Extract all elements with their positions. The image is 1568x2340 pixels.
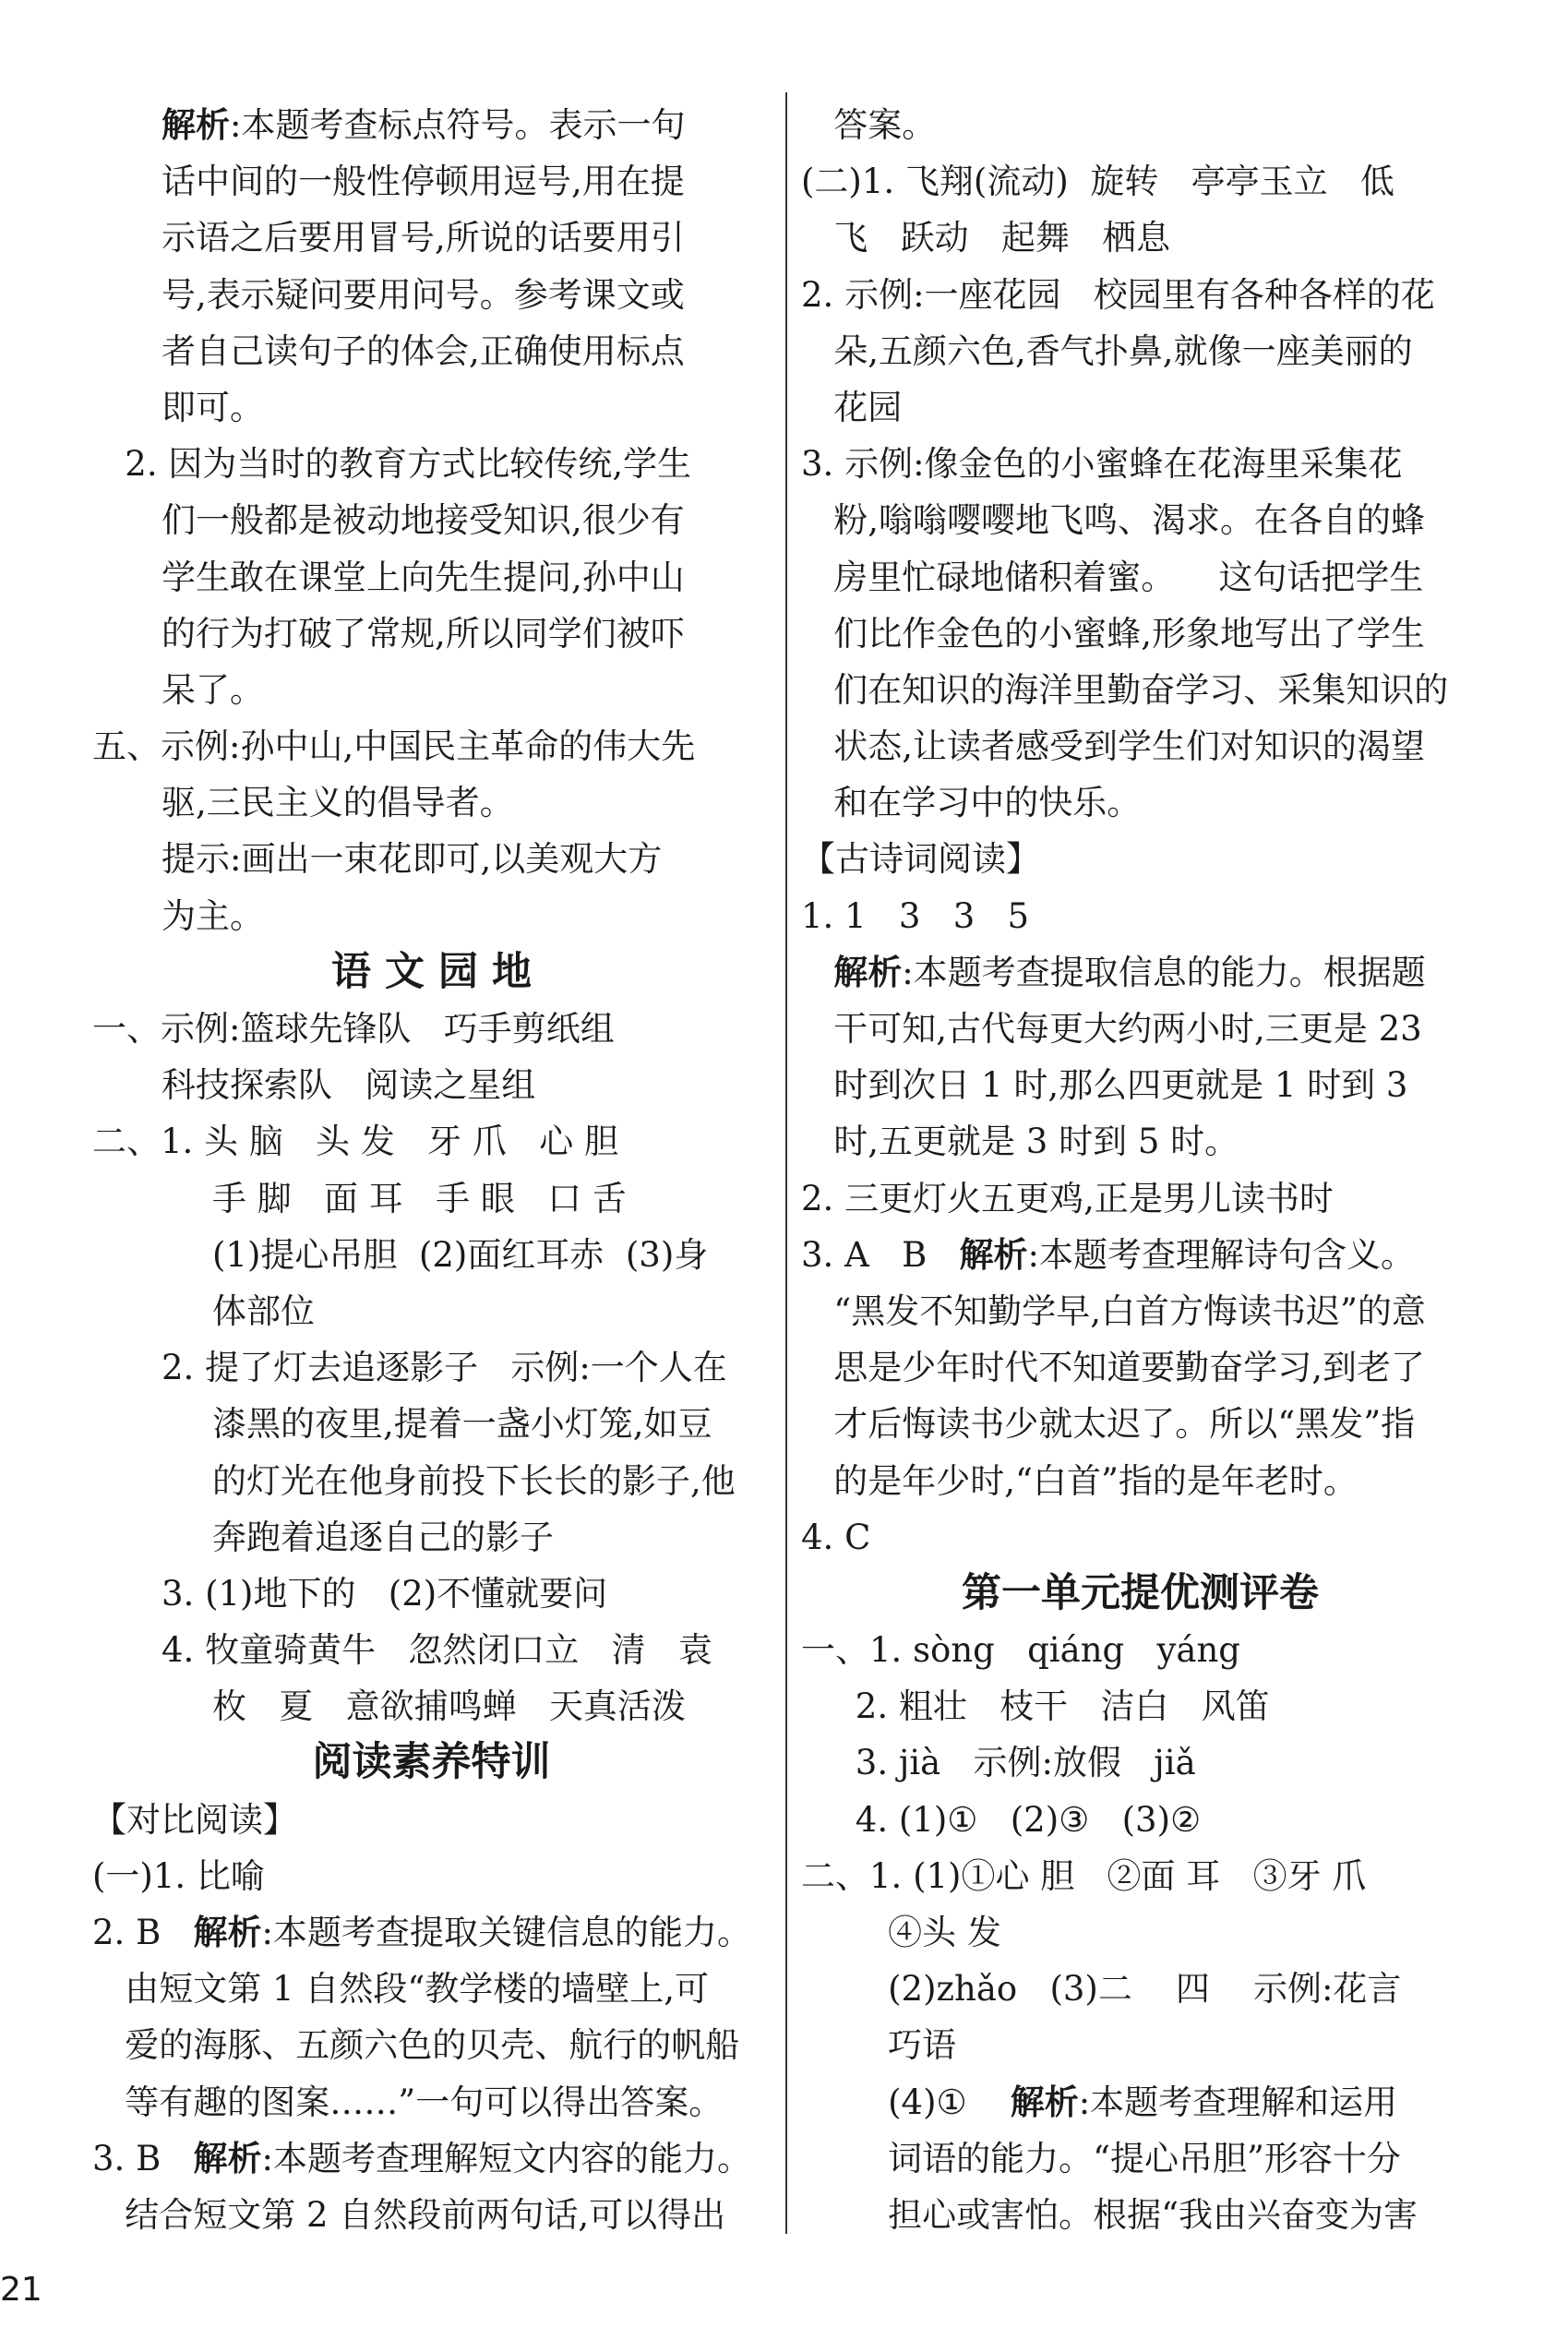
left-column (92, 97, 771, 2243)
text-line: 时到次日 1 时,那么四更就是 1 时到 3 (801, 1065, 1408, 1106)
text-line: 呆了。 (162, 669, 264, 710)
text-line: 奔跑着追逐自己的影子 (212, 1517, 554, 1557)
text-line: 体部位 (212, 1290, 315, 1331)
text-line: 3. A B 解析:本题考查理解诗句含义。 (801, 1234, 1416, 1275)
text-line: 二、1. (1)①心 胆 ②面 耳 ③牙 爪 (801, 1855, 1367, 1896)
text-line: 驱,三民主义的倡导者。 (162, 783, 514, 823)
text-line: 朵,五颜六色,香气扑鼻,就像一座美丽的 (801, 330, 1413, 371)
text-line: 科技探索队 阅读之星组 (162, 1065, 536, 1106)
text-line: 们在知识的海洋里勤奋学习、采集知识的 (801, 669, 1449, 710)
text-line: 时,五更就是 3 时到 5 时。 (801, 1122, 1239, 1162)
analysis-label: 解析 (162, 105, 230, 145)
text-line: 才后悔读书少就太迟了。所以“黑发”指 (801, 1404, 1416, 1445)
section-heading: 语 文 园 地 (331, 948, 532, 995)
text-line: 巧语 (801, 2025, 957, 2066)
text-line: 话中间的一般性停顿用逗号,用在提 (162, 162, 685, 202)
text-line: 3. B 解析:本题考查理解短文内容的能力。 (92, 2138, 752, 2178)
text-line: 漆黑的夜里,提着一盏小灯笼,如豆 (212, 1404, 712, 1445)
text-line: (一)1. 比喻 (92, 1855, 265, 1896)
text-line: 词语的能力。“提心吊胆”形容十分 (801, 2138, 1401, 2178)
page-number: 21 (0, 2271, 42, 2309)
analysis-label: 解析 (959, 1234, 1028, 1275)
text-line: “黑发不知勤学早,白首方悔读书迟”的意 (801, 1290, 1426, 1331)
text-line: 3. jià 示例:放假 jiǎ (801, 1743, 1196, 1783)
text-line: 飞 跃动 起舞 栖息 (801, 218, 1171, 258)
text-line: 一、示例:篮球先锋队 巧手剪纸组 (92, 1009, 615, 1049)
text-line: 结合短文第 2 自然段前两句话,可以得出 (92, 2194, 726, 2235)
text-line: 手 脚 面 耳 手 眼 口 舌 (212, 1178, 627, 1218)
text-line: 为主。 (162, 895, 264, 936)
text-line: 的是年少时,“白首”指的是年老时。 (801, 1460, 1358, 1501)
text-line: 解析:本题考查标点符号。表示一句 (162, 105, 686, 145)
text-line: 2. 因为当时的教育方式比较传统,学生 (92, 444, 692, 485)
text-line: 【对比阅读】 (92, 1799, 297, 1840)
text-line: 枚 夏 意欲捕鸣蝉 天真活泼 (212, 1686, 686, 1727)
text-line: 3. (1)地下的 (2)不懂就要问 (162, 1573, 608, 1614)
analysis-label: 解析 (193, 2138, 262, 2178)
text-line: 等有趣的图案……”一句可以得出答案。 (92, 2082, 724, 2122)
text-line: (1)提心吊胆 (2)面红耳赤 (3)身 (212, 1234, 709, 1275)
text-line: 解析:本题考查提取信息的能力。根据题 (833, 952, 1426, 992)
text-line: (二)1. 飞翔(流动) 旋转 亭亭玉立 低 (801, 162, 1394, 202)
text-line: 4. C (801, 1517, 871, 1557)
text-line: (2)zhǎo (3)二 四 示例:花言 (801, 1969, 1402, 2010)
text-line: 2. 三更灯火五更鸡,正是男儿读书时 (801, 1178, 1334, 1218)
text-line: 由短文第 1 自然段“教学楼的墙壁上,可 (92, 1969, 710, 2010)
text-line: 爱的海豚、五颜六色的贝壳、航行的帆船 (92, 2025, 740, 2066)
text-line: 粉,嗡嗡嘤嘤地飞鸣、渴求。在各自的蜂 (801, 500, 1426, 541)
text-line: 提示:画出一束花即可,以美观大方 (162, 839, 663, 880)
text-line: 学生敢在课堂上向先生提问,孙中山 (162, 557, 685, 597)
analysis-label: 解析 (193, 1913, 262, 1952)
text-line: ④头 发 (801, 1913, 1001, 1952)
text-line: 们一般都是被动地接受知识,很少有 (162, 500, 685, 541)
right-column (801, 97, 1479, 2243)
text-line: 号,表示疑问要用问号。参考课文或 (162, 274, 685, 315)
text-line: 二、1. 头 脑 头 发 牙 爪 心 胆 (92, 1122, 618, 1162)
text-line: (4)① 解析:本题考查理解和运用 (801, 2082, 1398, 2122)
text-line: 干可知,古代每更大约两小时,三更是 23 (801, 1009, 1422, 1049)
text-line: 们比作金色的小蜜蜂,形象地写出了学生 (801, 613, 1426, 654)
text-line: 的灯光在他身前投下长长的影子,他 (212, 1460, 736, 1501)
text-line: 4. 牧童骑黄牛 忽然闭口立 清 袁 (162, 1630, 712, 1671)
text-line: 思是少年时代不知道要勤奋学习,到老了 (801, 1348, 1426, 1388)
text-line: 者自己读句子的体会,正确使用标点 (162, 330, 685, 371)
text-line: 2. 示例:一座花园 校园里有各种各样的花 (801, 274, 1435, 315)
text-line: 状态,让读者感受到学生们对知识的渴望 (801, 726, 1426, 767)
text-line: 【古诗词阅读】 (801, 839, 1040, 880)
text-line: 即可。 (162, 387, 264, 427)
text-line: 花园 (801, 387, 903, 427)
section-heading: 第一单元提优测评卷 (962, 1569, 1319, 1616)
text-line: 一、1. sòng qiáng yáng (801, 1630, 1240, 1671)
text-line: 担心或害怕。根据“我由兴奋变为害 (801, 2194, 1418, 2235)
text-line: 答案。 (801, 105, 937, 145)
analysis-label: 解析 (833, 952, 903, 992)
text-line: 2. 粗壮 枝干 洁白 风笛 (801, 1686, 1270, 1727)
text-line: 和在学习中的快乐。 (801, 783, 1142, 823)
text-line: 1. 1 3 3 5 (801, 895, 1030, 936)
column-divider (785, 92, 787, 2234)
text-line: 房里忙碌地储积着蜜。 这句话把学生 (801, 557, 1424, 597)
section-heading: 阅读素养特训 (312, 1739, 551, 1786)
text-line: 五、示例:孙中山,中国民主革命的伟大先 (92, 726, 696, 767)
text-line: 的行为打破了常规,所以同学们被吓 (162, 613, 685, 654)
text-line: 3. 示例:像金色的小蜜蜂在花海里采集花 (801, 444, 1403, 485)
text-line: 示语之后要用冒号,所说的话要用引 (162, 218, 685, 258)
analysis-label: 解析 (1010, 2082, 1079, 2122)
text-line: 4. (1)① (2)③ (3)② (801, 1799, 1202, 1840)
text-line: 2. 提了灯去追逐影子 示例:一个人在 (162, 1348, 727, 1388)
text-line: 2. B 解析:本题考查提取关键信息的能力。 (92, 1913, 752, 1952)
